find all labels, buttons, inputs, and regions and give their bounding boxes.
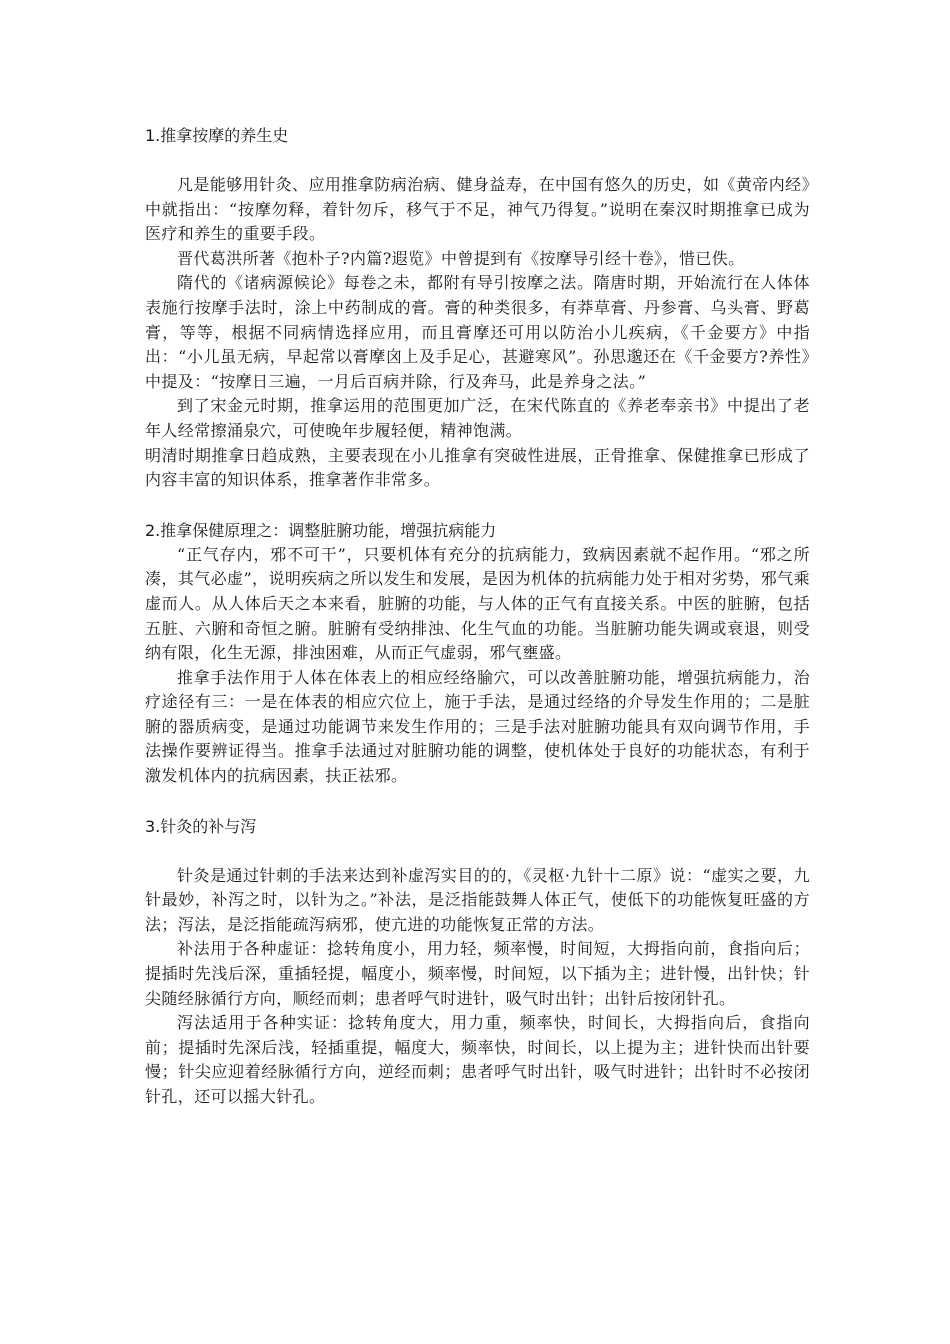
section-1-paragraph-5: 明清时期推拿日趋成熟，主要表现在小儿推拿有突破性进展，正骨推拿、保健推拿已形成了内容丰富的知识体系，推拿著作非常多。 xyxy=(145,445,810,490)
spacer xyxy=(145,789,810,815)
section-3-paragraph-3: 泻法适用于各种实证：捻转角度大，用力重，频率快，时间长，大拇指向后，食指向前；提插时先深后浅，轻插重提，幅度大，频率快，时间长，以上提为主；进针快而出针要慢；针尖应迎着经脉循行方向，逆经而刺；患者呼气时出针，吸气时进针；出针时不必按闭针孔，还可以摇大针孔。 xyxy=(145,1013,810,1106)
section-2-paragraph-1: “正气存内，邪不可干”，只要机体有充分的抗病能力，致病因素就不起作用。“邪之所凑，其气必虚”，说明疾病之所以发生和发展，是因为机体的抗病能力处于相对劣势，邪气乘虚而人。从人体后天之本来看，脏腑的功能，与人体的正气有直接关系。中医的脏腑，包括五脏、六腑和奇恒之腑。脏腑有受纳排浊、化生气血的功能。当脏腑功能失调或衰退，则受纳有限，化生无源，排浊困难，从而正气虚弱，邪气壅盛。 xyxy=(145,544,810,663)
section-2-paragraph-2: 推拿手法作用于人体在体表上的相应经络腧穴，可以改善脏腑功能，增强抗病能力，治疗途径有三：一是在体表的相应穴位上，施于手法，是通过经络的介导发生作用的；二是脏腑的器质病变，是通过功能调节来发生作用的；三是手法对脏腑功能具有双向调节作用，手法操作要辨证得当。推拿手法通过对脏腑功能的调整，使机体处于良好的功能状态，有利于激发机体内的抗病因素，扶正祛邪。 xyxy=(145,667,810,786)
section-1-title: 1.推拿按摩的养生史 xyxy=(145,126,289,145)
section-1-paragraph-1: 凡是能够用针灸、应用推拿防病治病、健身益寿，在中国有悠久的历史，如《黄帝内经》中就指出：“按摩勿释，着针勿斥，移气于不足，神气乃得复。”说明在秦汉时期推拿已成为医疗和养生的重要手段。 xyxy=(145,175,810,244)
section-3-title: 3.针灸的补与泻 xyxy=(145,816,257,836)
document-page xyxy=(145,124,810,1110)
section-1-paragraph-3: 隋代的《诸病源候论》每卷之未，都附有导引按摩之法。隋唐时期，开始流行在人体体表施行按摩手法时，涂上中药制成的膏。膏的种类很多，有莽草膏、丹参膏、乌头膏、野葛膏，等等，根据不同病情选择应用，而且膏摩还可用以防治小儿疾病，《千金要方》中指出：“小儿虽无病，早起常以膏摩囟上及手足心，甚避寒风”。孙思邈还在《千金要方?养性》中提及：“按摩日三遍，一月后百病并除，行及奔马，此是养身之法。” xyxy=(145,273,810,391)
spacer xyxy=(145,839,810,864)
spacer xyxy=(145,148,810,173)
section-1-paragraph-4: 到了宋金元时期，推拿运用的范围更加广泛，在宋代陈直的《养老奉亲书》中提出了老年人经常擦涌泉穴，可使晚年步履轻便，精神饱满。 xyxy=(145,396,810,440)
section-2-title: 2.推拿保健原理之：调整脏腑功能，增强抗病能力 xyxy=(145,520,497,540)
spacer xyxy=(145,493,810,519)
section-3-paragraph-1: 针灸是通过针刺的手法来达到补虚泻实目的的，《灵枢·九针十二原》说：“虚实之要，九针最妙，补泻之时，以针为之。”补法，是泛指能鼓舞人体正气，使低下的功能恢复旺盛的方法；泻法，是泛指能疏泻病邪，使亢进的功能恢复正常的方法。 xyxy=(145,865,810,934)
section-3-paragraph-2: 补法用于各种虚证：捻转角度小，用力轻，频率慢，时间短，大拇指向前，食指向后；提插时先浅后深，重插轻提，幅度小，频率慢，时间短，以下插为主；进针慢，出针快；针尖随经脉循行方向，顺经而刺；患者呼气时进针，吸气时出针；出针后按闭针孔。 xyxy=(145,939,810,1008)
section-1-paragraph-2: 晋代葛洪所著《抱朴子?内篇?遐览》中曾提到有《按摩导引经十卷》，惜已佚。 xyxy=(177,248,745,268)
